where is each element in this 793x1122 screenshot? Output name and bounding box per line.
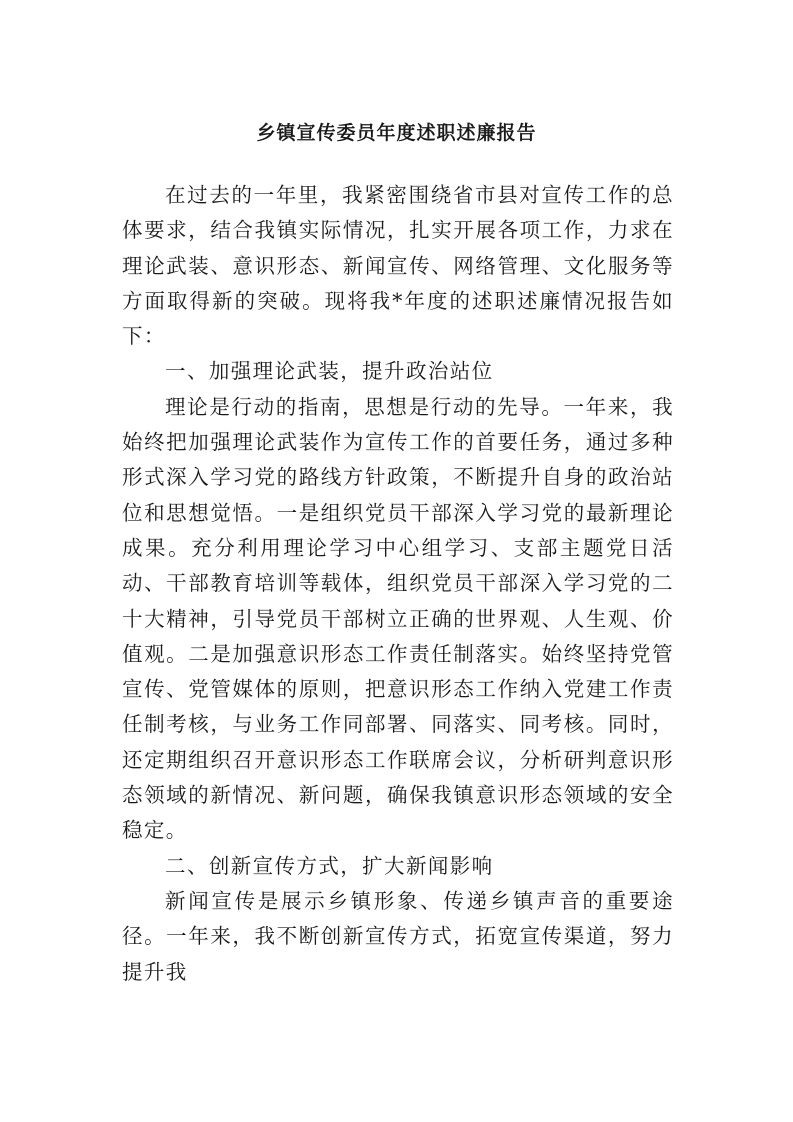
intro-paragraph: 在过去的一年里，我紧密围绕省市县对宣传工作的总体要求，结合我镇实际情况，扎实开展各项工作，力求在理论武装、意识形态、新闻宣传、网络管理、文化服务等方面取得新的突破。现将我*年度的述职述廉情况报告如下： [122,183,674,349]
section-1-paragraph: 理论是行动的指南，思想是行动的先导。一年来，我始终把加强理论武装作为宣传工作的首要任务，通过多种形式深入学习党的路线方针政策，不断提升自身的政治站位和思想觉悟。一是组织党员干部深入学习党的最新理论成果。充分利用理论学习中心组学习、支部主题党日活动、干部教育培训等载体，组织党员干部深入学习党的二十大精神，引导党员干部树立正确的世界观、人生观、价值观。二是加强意识形态工作责任制落实。始终坚持党管宣传、党管媒体的原则，把意识形态工作纳入党建工作责任制考核，与业务工作同部署、同落实、同考核。同时，还定期组织召开意识形态工作联席会议，分析研判意识形态领域的新情况、新问题，确保我镇意识形态领域的安全稳定。 [122,394,674,843]
document-body [122,178,674,990]
section-heading-2: 二、创新宣传方式，扩大新闻影响 [165,853,494,878]
section-heading-1: 一、加强理论武装，提升政治站位 [165,359,494,384]
section-2-paragraph: 新闻宣传是展示乡镇形象、传递乡镇声音的重要途径。一年来，我不断创新宣传方式，拓宽宣传渠道，努力提升我 [122,888,674,984]
document-title: 乡镇宣传委员年度述职述廉报告 [256,122,537,144]
